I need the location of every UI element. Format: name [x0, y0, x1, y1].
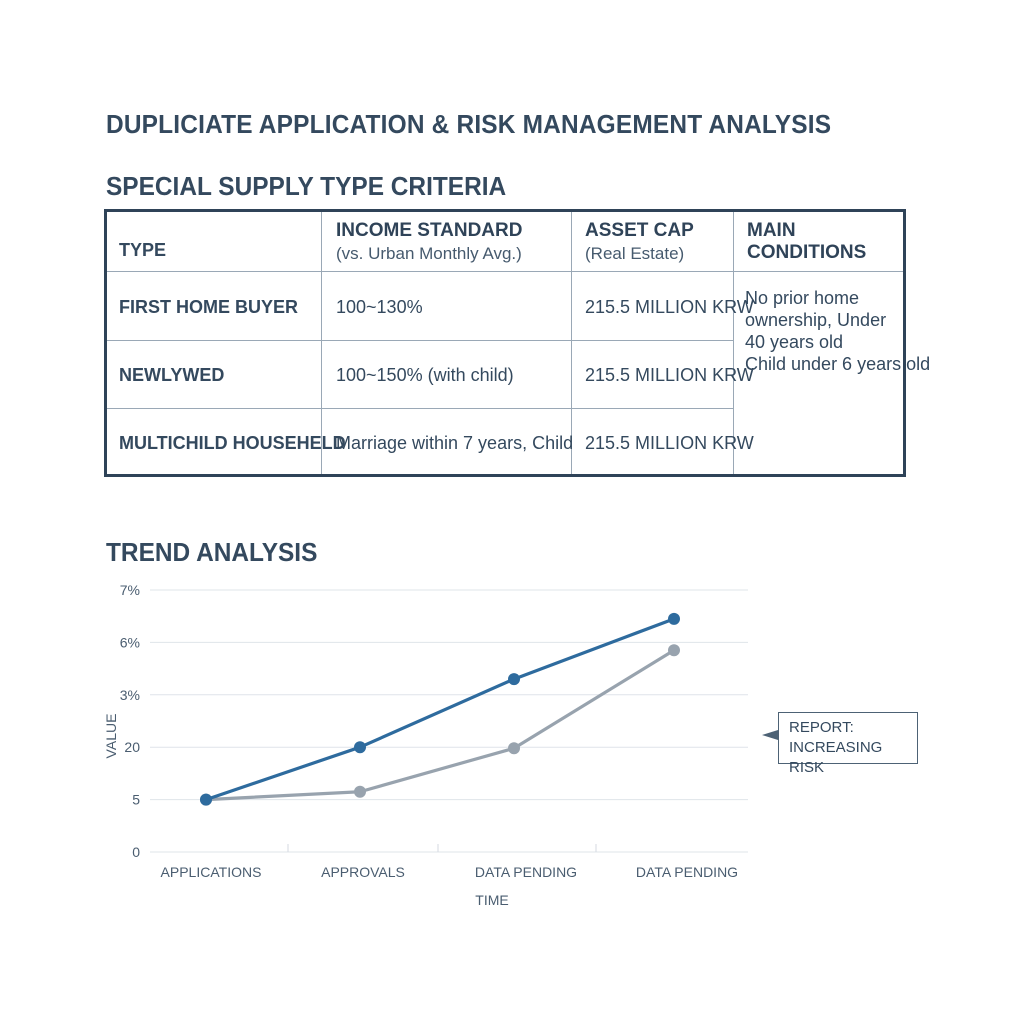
y-axis-title: VALUE: [103, 713, 119, 759]
data-point: [200, 794, 212, 806]
condition-line: No prior home: [745, 288, 860, 308]
condition-line: Child under 6 years old: [745, 354, 931, 374]
y-tick-label: 6%: [119, 634, 140, 651]
x-tick-label: DATA PENDING: [474, 864, 578, 880]
x-axis-title: TIME: [475, 892, 509, 908]
header-income-main: INCOME STANDARD: [336, 220, 523, 241]
header-asset-sub: (Real Estate): [585, 244, 685, 263]
row-asset: 215.5 MILLION KRW: [585, 297, 754, 317]
header-conditions-line1: MAIN: [747, 220, 796, 241]
data-point: [668, 613, 680, 625]
y-tick-label: 7%: [119, 582, 140, 598]
row-type: MULTICHILD HOUSEHELD: [119, 433, 346, 453]
y-tick-label: 5: [132, 791, 140, 808]
header-asset-main: ASSET CAP: [585, 220, 694, 241]
row-type: NEWLYWED: [119, 365, 225, 385]
trend-section-title: TREND ANALYSIS: [106, 537, 318, 567]
callout-pointer: [762, 730, 778, 740]
y-tick-label: 3%: [119, 686, 140, 703]
series-line: [206, 619, 674, 800]
data-point: [508, 673, 520, 685]
row-type: FIRST HOME BUYER: [119, 297, 299, 317]
x-tick-label: APPLICATIONS: [160, 864, 262, 880]
table-section-title: SPECIAL SUPPLY TYPE CRITERIA: [106, 171, 507, 201]
condition-line: ownership, Under: [745, 310, 887, 330]
row-income: Marriage within 7 years, Child: [336, 433, 574, 453]
data-point: [354, 741, 366, 753]
header-type: TYPE: [119, 240, 167, 260]
data-point: [508, 742, 520, 754]
y-tick-label: 20: [124, 739, 140, 756]
x-tick-label: DATA PENDING: [635, 864, 739, 880]
row-asset: 215.5 MILLION KRW: [585, 433, 754, 453]
page-title: DUPLICIATE APPLICATION & RISK MANAGEMENT ANALYSIS: [106, 109, 832, 139]
data-point: [354, 786, 366, 798]
row-income: 100~150% (with child): [336, 365, 514, 385]
data-point: [668, 644, 680, 656]
header-conditions-line2: CONDITIONS: [747, 242, 867, 263]
x-tick-label: APPROVALS: [321, 864, 405, 880]
header-income-sub: (vs. Urban Monthly Avg.): [336, 244, 522, 263]
report-callout: [778, 712, 918, 776]
callout-line: REPORT:: [789, 719, 854, 736]
row-income: 100~130%: [336, 297, 423, 317]
condition-line: 40 years old: [745, 332, 844, 352]
y-tick-label: 0: [132, 844, 140, 860]
callout-line: INCREASING RISK: [789, 739, 883, 776]
row-asset: 215.5 MILLION KRW: [585, 365, 754, 385]
